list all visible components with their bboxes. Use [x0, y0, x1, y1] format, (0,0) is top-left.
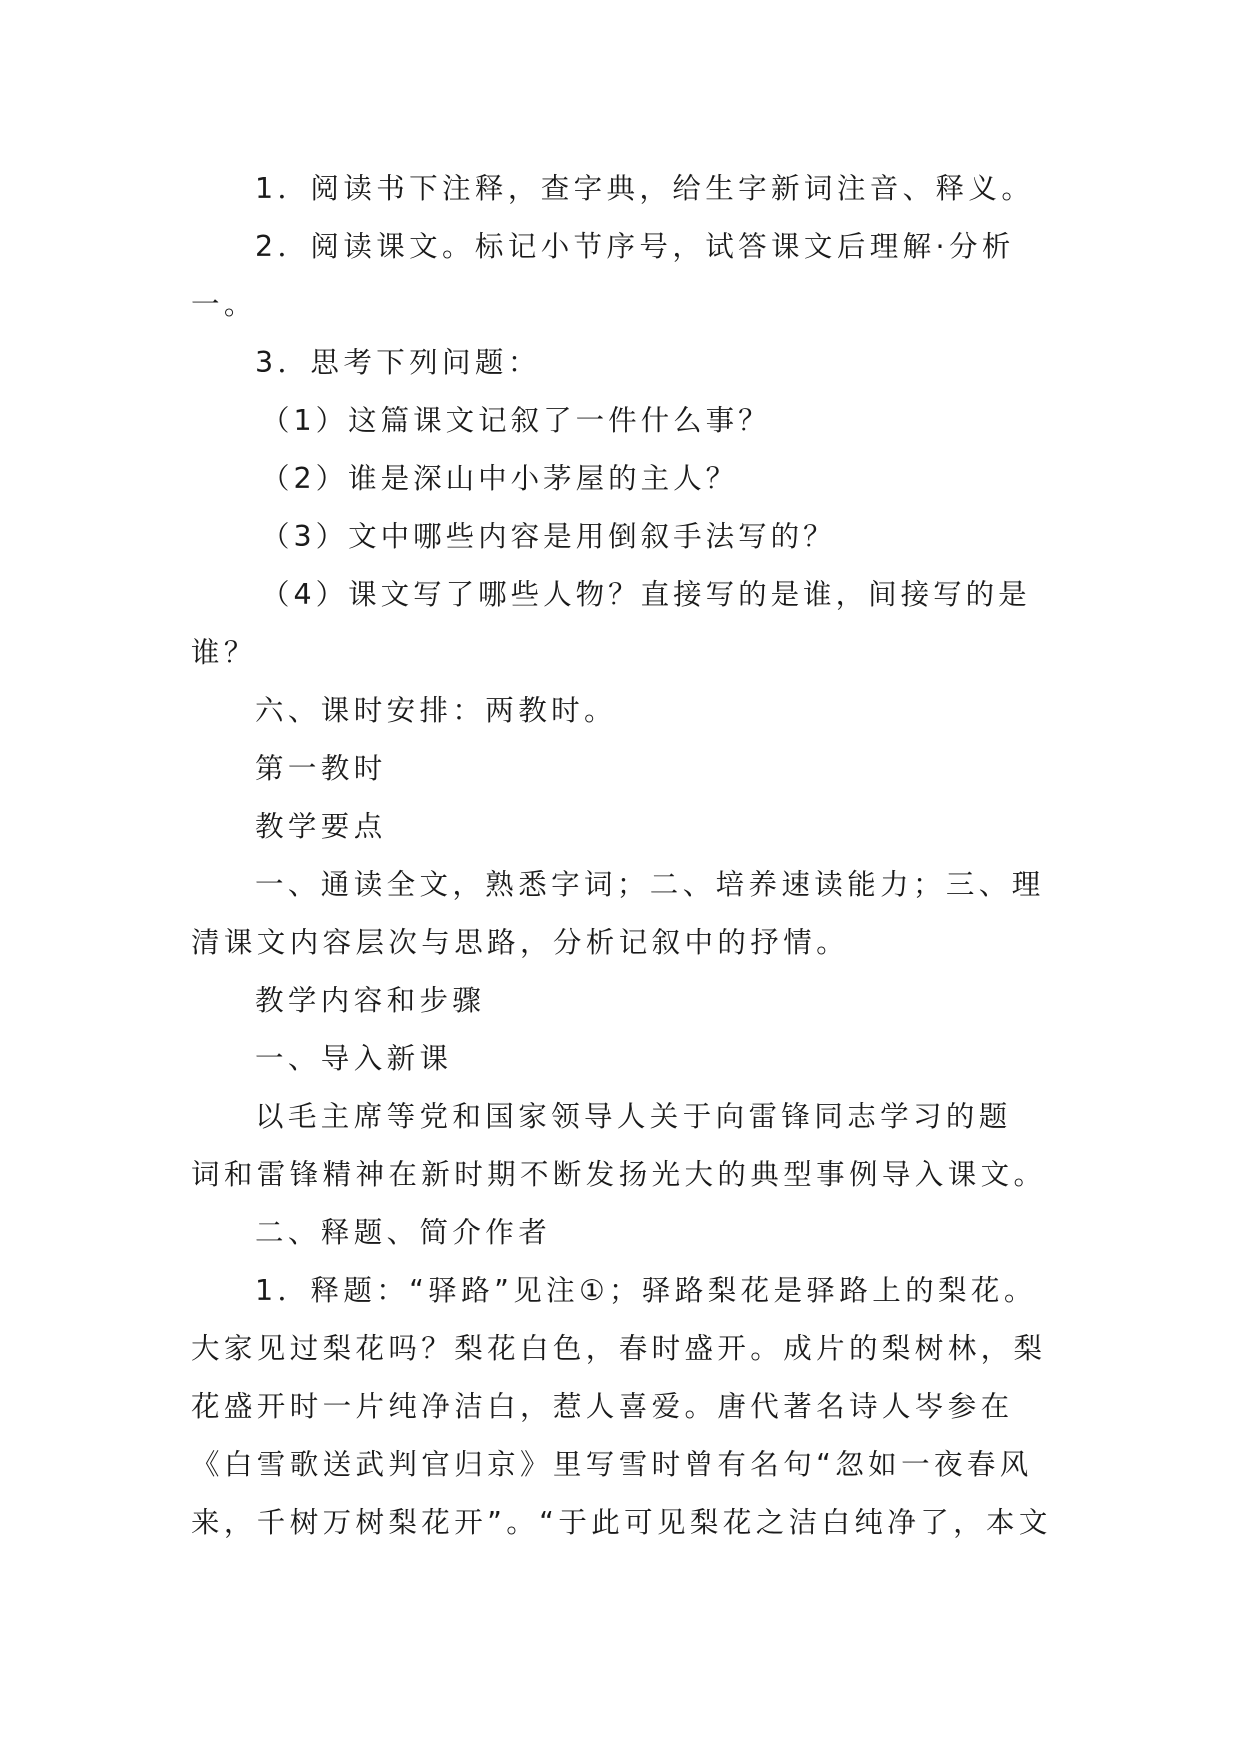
text-line: 谁？ — [191, 636, 257, 669]
text-line: 花盛开时一片纯净洁白，惹人喜爱。唐代著名诗人岑参在 — [191, 1390, 1014, 1423]
text-line: 3．思考下列问题： — [255, 346, 541, 379]
text-line: 词和雷锋精神在新时期不断发扬光大的典型事例导入课文。 — [191, 1158, 1047, 1191]
text-line: 一、通读全文，熟悉字词；二、培养速读能力；三、理 — [255, 868, 1045, 901]
section-heading: 教学要点 — [255, 810, 387, 843]
text-line: 大家见过梨花吗？梨花白色，春时盛开。成片的梨树林，梨 — [191, 1332, 1047, 1365]
text-line: 一。 — [191, 288, 257, 321]
document-body — [191, 160, 1051, 1552]
section-heading: 教学内容和步骤 — [255, 984, 486, 1017]
text-line: （4）课文写了哪些人物？直接写的是谁，间接写的是 — [261, 578, 1031, 611]
text-line: 六、课时安排：两教时。 — [255, 694, 617, 727]
section-heading: 第一教时 — [255, 752, 387, 785]
text-line: 以毛主席等党和国家领导人关于向雷锋同志学习的题 — [255, 1100, 1012, 1133]
text-line: 来，千树万树梨花开”。“于此可见梨花之洁白纯净了，本文 — [191, 1506, 1052, 1539]
text-line: （2）谁是深山中小茅屋的主人？ — [261, 462, 739, 495]
section-heading: 二、释题、简介作者 — [255, 1216, 552, 1249]
text-line: 1．释题：“驿路”见注①；驿路梨花是驿路上的梨花。 — [255, 1274, 1037, 1307]
text-line: 《白雪歌送武判官归京》里写雪时曾有名句“忽如一夜春风 — [191, 1448, 1033, 1481]
text-line: 1．阅读书下注释，查字典，给生字新词注音、释义。 — [255, 172, 1035, 205]
text-line: （1）这篇课文记叙了一件什么事？ — [261, 404, 771, 437]
text-line: （3）文中哪些内容是用倒叙手法写的？ — [261, 520, 836, 553]
text-line: 清课文内容层次与思路，分析记叙中的抒情。 — [191, 926, 850, 959]
section-heading: 一、导入新课 — [255, 1042, 453, 1075]
text-line: 2．阅读课文。标记小节序号，试答课文后理解·分析 — [255, 230, 1015, 263]
